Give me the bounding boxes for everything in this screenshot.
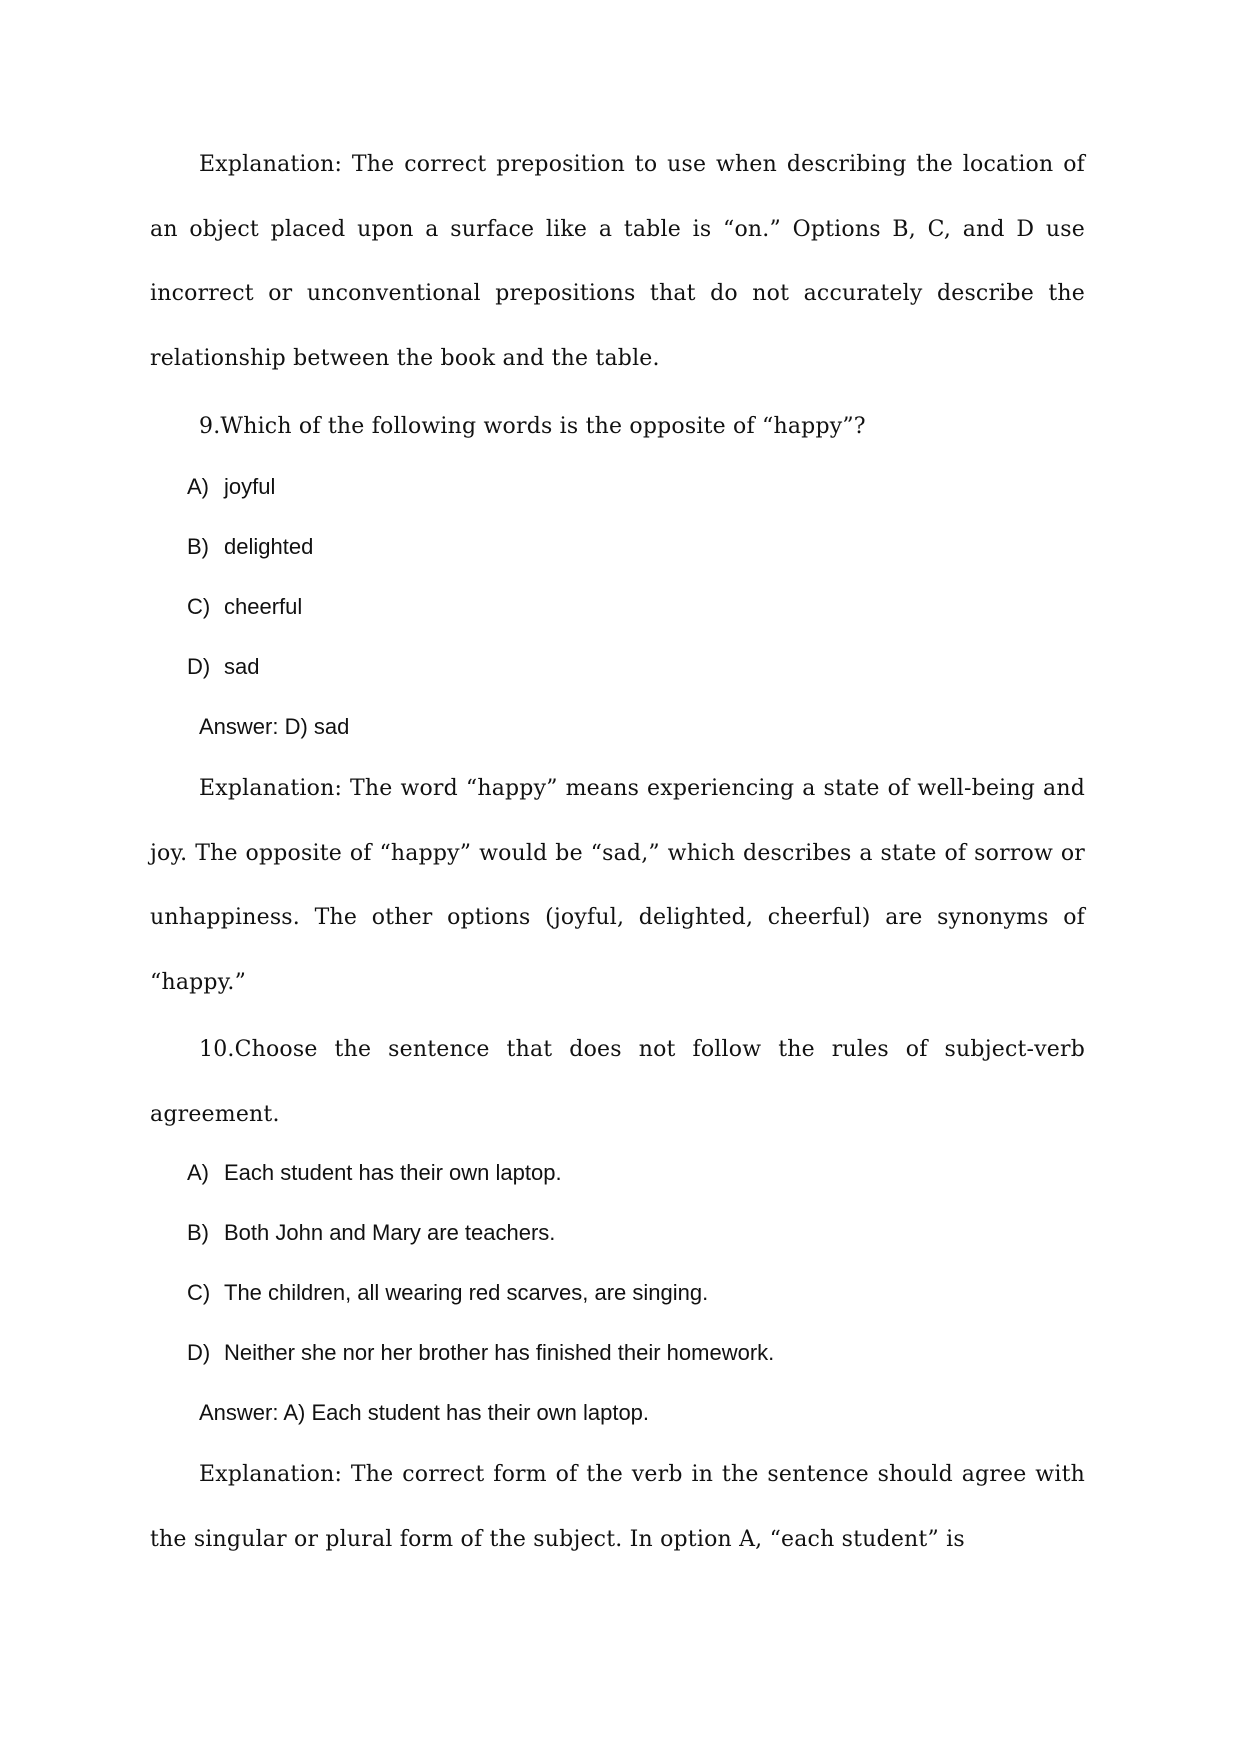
q9-option-a [187, 472, 275, 502]
q9-option-a-letter: A) [187, 474, 209, 499]
explanation-q8: Explanation: The correct preposition to use when describing the location of an object placed upon a surface like a table is “on.” Options B, C, and D use incorrect or unconventional prepositions that do not accurately describe the relationship between the book and the table. [150, 152, 1085, 371]
q9-option-b-letter: B) [187, 534, 209, 559]
q10-option-a-letter: A) [187, 1160, 209, 1185]
q10-option-a-text: Each student has their own laptop. [224, 1160, 562, 1185]
q9-option-c-text: cheerful [224, 594, 303, 619]
q10-option-c-letter: C) [187, 1280, 211, 1305]
q10-explanation: Explanation: The correct form of the verb in the sentence should agree with the singular or plural form of the subject. In option A, “each student” is [150, 1462, 1085, 1552]
q10-option-b [187, 1218, 555, 1248]
q9-option-c-letter: C) [187, 594, 211, 619]
q9-answer: Answer: D) sad [199, 714, 350, 739]
q9-option-d-letter: D) [187, 654, 211, 679]
q9-option-b-text: delighted [224, 534, 314, 559]
q10-option-c-text: The children, all wearing red scarves, are singing. [224, 1280, 709, 1305]
q9-option-a-text: joyful [224, 474, 276, 499]
q9-option-c [187, 592, 302, 622]
question-10-stem: 10.Choose the sentence that does not follow the rules of subject-verb agreement. [150, 1037, 1085, 1127]
q10-option-b-text: Both John and Mary are teachers. [224, 1220, 556, 1245]
q10-option-a [187, 1158, 562, 1188]
q10-option-d-text: Neither she nor her brother has finished their homework. [224, 1340, 775, 1365]
q10-answer: Answer: A) Each student has their own laptop. [199, 1400, 650, 1425]
q10-option-d-letter: D) [187, 1340, 211, 1365]
q9-option-b [187, 532, 313, 562]
question-9-stem: 9.Which of the following words is the opposite of “happy”? [199, 414, 866, 439]
q9-option-d [187, 652, 259, 682]
q10-option-b-letter: B) [187, 1220, 209, 1245]
q9-explanation: Explanation: The word “happy” means experiencing a state of well-being and joy. The opposite of “happy” would be “sad,” which describes a state of sorrow or unhappiness. The other options (joyful, delighted, cheerful) are synonyms of “happy.” [150, 776, 1085, 995]
q10-option-c [187, 1278, 708, 1308]
q10-option-d [187, 1338, 774, 1368]
q9-option-d-text: sad [224, 654, 260, 679]
